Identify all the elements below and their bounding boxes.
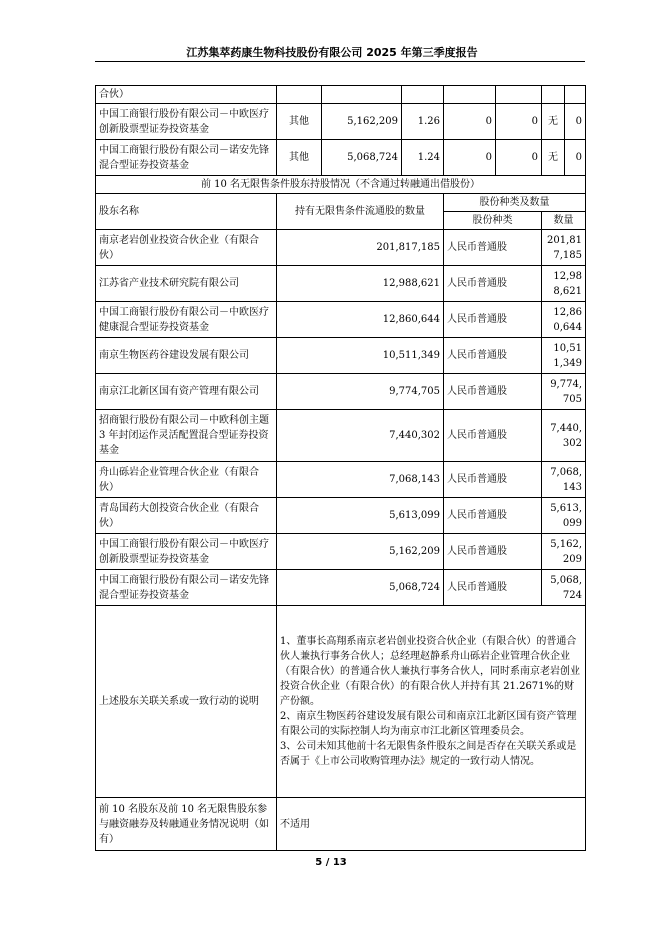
holder-name: 中国工商银行股份有限公司－中欧医疗创新股票型证券投资基金 xyxy=(96,534,277,570)
holder-name: 江苏省产业技术研究院有限公司 xyxy=(96,266,277,302)
page-header: 江苏集萃药康生物科技股份有限公司 2025 年第三季度报告 xyxy=(186,46,478,59)
unrestricted-shares: 9,774,705 xyxy=(277,374,444,410)
share-type: 人民币普通股 xyxy=(444,410,542,462)
share-qty: 5,162,209 xyxy=(542,534,586,570)
table-row xyxy=(96,140,586,176)
unrestricted-shares: 7,440,302 xyxy=(277,410,444,462)
relation-row xyxy=(96,606,586,798)
holder-name: 中国工商银行股份有限公司－诺安先锋混合型证券投资基金 xyxy=(96,140,277,176)
relation-paragraph: 1、董事长高翔系南京老岩创业投资合伙企业（有限合伙）的普通合伙人兼执行事务合伙人；总经理赵静系舟山砾岩企业管理合伙企业（有限合伙）的普通合伙人兼执行事务合伙人，同时系南京老岩创业投资合伙企业（有限合伙）的有限合伙人并持有其 21.2671%的财产份额。 xyxy=(280,636,580,707)
pledge-status: 无 xyxy=(542,104,565,140)
table-row xyxy=(96,410,586,462)
restricted-shares: 0 xyxy=(444,104,496,140)
holder-name: 中国工商银行股份有限公司－诺安先锋混合型证券投资基金 xyxy=(96,570,277,606)
share-qty: 5,613,099 xyxy=(542,498,586,534)
shares-held: 5,068,724 xyxy=(322,140,402,176)
share-type: 人民币普通股 xyxy=(444,266,542,302)
table-row xyxy=(96,86,586,104)
unrestricted-shares: 5,162,209 xyxy=(277,534,444,570)
unrestricted-shares: 12,860,644 xyxy=(277,302,444,338)
share-type: 人民币普通股 xyxy=(444,302,542,338)
section-title: 前 10 名无限售条件股东持股情况（不含通过转融通出借股份） xyxy=(96,176,586,194)
margin-row xyxy=(96,798,586,851)
share-qty: 201,817,185 xyxy=(542,230,586,266)
pledge-status: 无 xyxy=(542,140,565,176)
col-unrestricted-header: 持有无限售条件流通股的数量 xyxy=(277,194,444,230)
share-qty: 12,988,621 xyxy=(542,266,586,302)
table-row xyxy=(96,302,586,338)
holder-name: 招商银行股份有限公司－中欧科创主题 3 年封闭运作灵活配置混合型证券投资基金 xyxy=(96,410,277,462)
table-row xyxy=(96,104,586,140)
table-row xyxy=(96,374,586,410)
header-row xyxy=(96,194,586,212)
holding-ratio: 1.24 xyxy=(402,140,444,176)
holder-name: 舟山砾岩企业管理合伙企业（有限合伙） xyxy=(96,462,277,498)
holder-name: 中国工商银行股份有限公司－中欧医疗健康混合型证券投资基金 xyxy=(96,302,277,338)
table-row xyxy=(96,534,586,570)
holder-name: 南京老岩创业投资合伙企业（有限合伙） xyxy=(96,230,277,266)
col-holder-header: 股东名称 xyxy=(96,194,277,230)
relation-label: 上述股东关联关系或一致行动的说明 xyxy=(96,606,277,798)
section-title-row xyxy=(96,176,586,194)
margin-value: 不适用 xyxy=(277,798,586,851)
share-qty: 5,068,724 xyxy=(542,570,586,606)
share-type: 人民币普通股 xyxy=(444,534,542,570)
header-rule xyxy=(95,61,585,62)
holder-name: 合伙） xyxy=(96,86,277,104)
unrestricted-shares: 10,511,349 xyxy=(277,338,444,374)
page-number: 5 / 13 xyxy=(315,857,347,868)
share-qty: 12,860,644 xyxy=(542,302,586,338)
table-row xyxy=(96,338,586,374)
unrestricted-shares: 12,988,621 xyxy=(277,266,444,302)
unrestricted-shares: 5,068,724 xyxy=(277,570,444,606)
table-row xyxy=(96,570,586,606)
share-type: 人民币普通股 xyxy=(444,338,542,374)
shareholder-table xyxy=(95,85,586,851)
share-type: 人民币普通股 xyxy=(444,374,542,410)
unrestricted-shares: 201,817,185 xyxy=(277,230,444,266)
pledge-count: 0 xyxy=(565,104,586,140)
pledge-count: 0 xyxy=(565,140,586,176)
share-type: 人民币普通股 xyxy=(444,462,542,498)
margin-label: 前 10 名股东及前 10 名无限售股东参与融资融券及转融通业务情况说明（如有） xyxy=(96,798,277,851)
unrestricted-shares: 7,068,143 xyxy=(277,462,444,498)
relation-description xyxy=(277,606,586,798)
holder-nature: 其他 xyxy=(277,104,322,140)
share-qty: 10,511,349 xyxy=(542,338,586,374)
pledged-shares: 0 xyxy=(496,104,542,140)
unrestricted-shares: 5,613,099 xyxy=(277,498,444,534)
holding-ratio: 1.26 xyxy=(402,104,444,140)
col-qty-header: 数量 xyxy=(542,212,586,230)
holder-name: 中国工商银行股份有限公司－中欧医疗创新股票型证券投资基金 xyxy=(96,104,277,140)
relation-paragraph: 3、公司未知其他前十名无限售条件股东之间是否存在关联关系或是否属于《上市公司收购管理办法》规定的一致行动人情况。 xyxy=(280,741,577,767)
share-type: 人民币普通股 xyxy=(444,498,542,534)
share-qty: 7,440,302 xyxy=(542,410,586,462)
table-row xyxy=(96,230,586,266)
relation-paragraph: 2、南京生物医药谷建设发展有限公司和南京江北新区国有资产管理有限公司的实际控制人均为南京市江北新区管理委员会。 xyxy=(280,711,577,737)
holder-name: 南京生物医药谷建设发展有限公司 xyxy=(96,338,277,374)
share-qty: 9,774,705 xyxy=(542,374,586,410)
col-type-group-header: 股份种类及数量 xyxy=(444,194,586,212)
share-qty: 7,068,143 xyxy=(542,462,586,498)
pledged-shares: 0 xyxy=(496,140,542,176)
holder-nature: 其他 xyxy=(277,140,322,176)
share-type: 人民币普通股 xyxy=(444,230,542,266)
table-row xyxy=(96,462,586,498)
holder-name: 南京江北新区国有资产管理有限公司 xyxy=(96,374,277,410)
holder-name: 青岛国药大创投资合伙企业（有限合伙） xyxy=(96,498,277,534)
table-row xyxy=(96,266,586,302)
col-type-header: 股份种类 xyxy=(444,212,542,230)
table-row xyxy=(96,498,586,534)
shares-held: 5,162,209 xyxy=(322,104,402,140)
restricted-shares: 0 xyxy=(444,140,496,176)
share-type: 人民币普通股 xyxy=(444,570,542,606)
